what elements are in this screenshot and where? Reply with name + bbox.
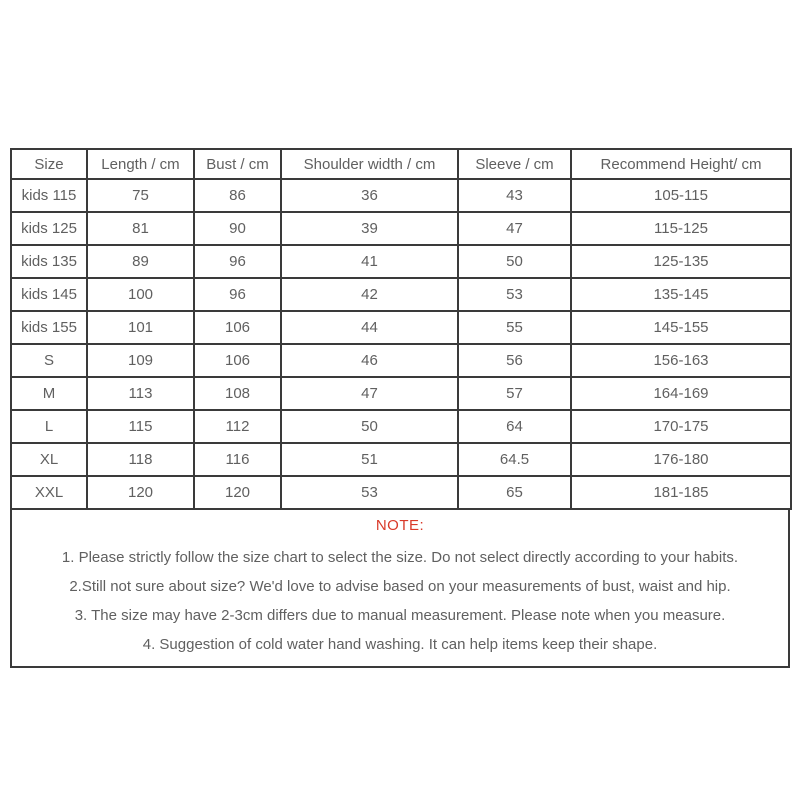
table-cell: 55 (458, 311, 571, 344)
table-row (11, 179, 791, 212)
table-cell: 113 (87, 377, 194, 410)
table-cell: 57 (458, 377, 571, 410)
notes-section (10, 509, 790, 668)
table-cell: 106 (194, 344, 281, 377)
header-row (11, 149, 791, 179)
header-cell: Sleeve / cm (458, 149, 571, 179)
table-cell: 164-169 (571, 377, 791, 410)
table-cell: 96 (194, 245, 281, 278)
table-cell: 125-135 (571, 245, 791, 278)
table-cell: 47 (458, 212, 571, 245)
table-cell: kids 145 (11, 278, 87, 311)
table-row (11, 212, 791, 245)
table-row (11, 476, 791, 509)
note-line: 4. Suggestion of cold water hand washing. It can help items keep their shape. (142, 636, 658, 653)
table-cell: 81 (87, 212, 194, 245)
table-cell: 65 (458, 476, 571, 509)
table-cell: 109 (87, 344, 194, 377)
table-cell: 46 (281, 344, 458, 377)
table-cell: L (11, 410, 87, 443)
table-cell: 181-185 (571, 476, 791, 509)
table-cell: 176-180 (571, 443, 791, 476)
table-cell: 53 (458, 278, 571, 311)
size-chart-table (10, 148, 792, 510)
table-cell: 47 (281, 377, 458, 410)
table-cell: 39 (281, 212, 458, 245)
table-cell: 120 (194, 476, 281, 509)
table-cell: 36 (281, 179, 458, 212)
table-cell: 56 (458, 344, 571, 377)
table-row (11, 377, 791, 410)
table-cell: 75 (87, 179, 194, 212)
table-cell: 53 (281, 476, 458, 509)
table-cell: 108 (194, 377, 281, 410)
table-cell: kids 115 (11, 179, 87, 212)
notes-list (18, 548, 782, 654)
table-row (11, 344, 791, 377)
header-cell: Shoulder width / cm (281, 149, 458, 179)
table-cell: 100 (87, 278, 194, 311)
table-cell: 115 (87, 410, 194, 443)
size-chart-header (11, 149, 791, 179)
table-cell: 86 (194, 179, 281, 212)
table-row (11, 443, 791, 476)
table-cell: 64 (458, 410, 571, 443)
table-cell: kids 155 (11, 311, 87, 344)
note-line: 2.Still not sure about size? We'd love to advise based on your measurements of bust, waist and hip. (69, 578, 731, 595)
table-cell: 89 (87, 245, 194, 278)
table-row (11, 278, 791, 311)
table-cell: 44 (281, 311, 458, 344)
table-cell: 120 (87, 476, 194, 509)
table-cell: XL (11, 443, 87, 476)
table-row (11, 410, 791, 443)
header-cell: Recommend Height/ cm (571, 149, 791, 179)
table-cell: 145-155 (571, 311, 791, 344)
table-cell: 41 (281, 245, 458, 278)
size-chart-body (11, 179, 791, 509)
note-line: 1. Please strictly follow the size chart to select the size. Do not select directly according to your habits. (61, 549, 739, 566)
table-cell: 115-125 (571, 212, 791, 245)
table-row (11, 245, 791, 278)
table-cell: kids 125 (11, 212, 87, 245)
table-cell: 116 (194, 443, 281, 476)
header-cell: Bust / cm (194, 149, 281, 179)
table-cell: M (11, 377, 87, 410)
table-cell: 105-115 (571, 179, 791, 212)
size-chart (10, 148, 790, 668)
table-cell: 170-175 (571, 410, 791, 443)
table-cell: 42 (281, 278, 458, 311)
header-cell: Size (11, 149, 87, 179)
table-cell: 51 (281, 443, 458, 476)
table-cell: 64.5 (458, 443, 571, 476)
table-cell: 90 (194, 212, 281, 245)
header-cell: Length / cm (87, 149, 194, 179)
table-cell: kids 135 (11, 245, 87, 278)
table-row (11, 311, 791, 344)
table-cell: 101 (87, 311, 194, 344)
table-cell: 135-145 (571, 278, 791, 311)
table-cell: 50 (281, 410, 458, 443)
table-cell: 118 (87, 443, 194, 476)
table-cell: 43 (458, 179, 571, 212)
table-cell: 106 (194, 311, 281, 344)
table-cell: XXL (11, 476, 87, 509)
table-cell: S (11, 344, 87, 377)
note-line: 3. The size may have 2-3cm differs due to manual measurement. Please note when you measure. (74, 607, 726, 624)
table-cell: 112 (194, 410, 281, 443)
table-cell: 50 (458, 245, 571, 278)
table-cell: 156-163 (571, 344, 791, 377)
notes-title: NOTE: (375, 517, 425, 534)
table-cell: 96 (194, 278, 281, 311)
